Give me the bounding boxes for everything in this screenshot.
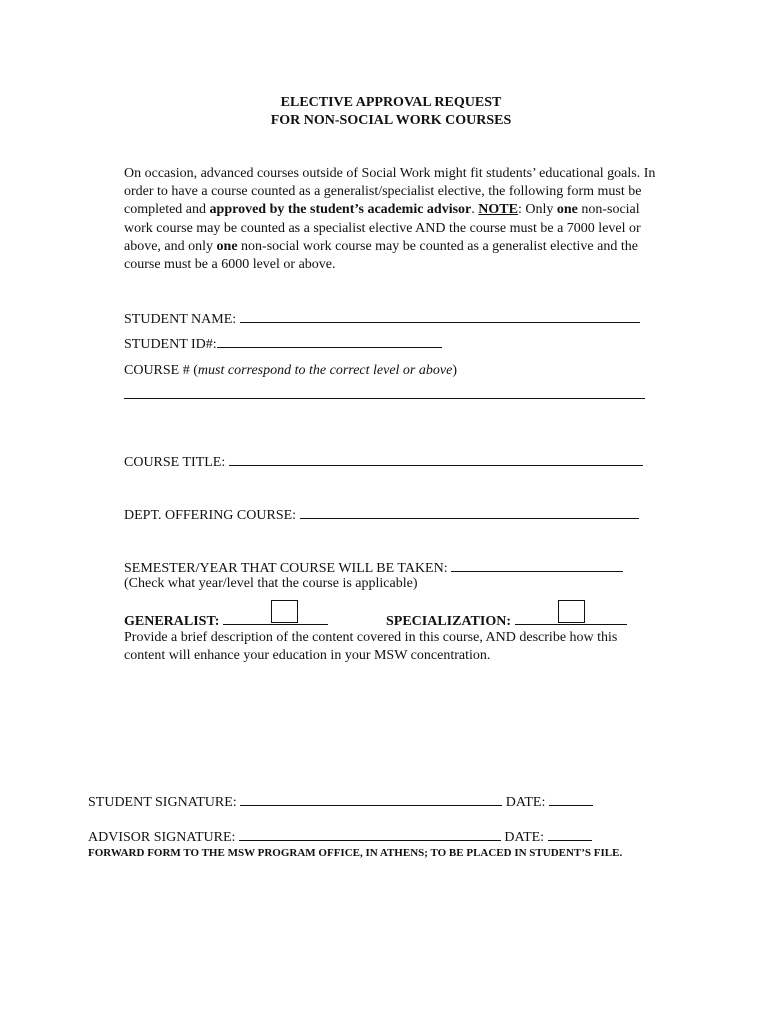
dept-label: DEPT. OFFERING COURSE: (124, 508, 297, 523)
intro-text: . (471, 202, 479, 218)
semester-label: SEMESTER/YEAR THAT COURSE WILL BE TAKEN: (124, 561, 448, 576)
advisor-signature-label: ADVISOR SIGNATURE: (88, 830, 236, 845)
advisor-date-field[interactable] (548, 827, 592, 841)
course-number-close: ) (452, 363, 457, 378)
note-label: NOTE (478, 202, 518, 218)
student-signature-field[interactable] (240, 792, 502, 806)
course-number-hint: must correspond to the correct level or above (197, 363, 453, 378)
form-title-line-2: FOR NON-SOCIAL WORK COURSES (270, 113, 512, 128)
student-date-label: DATE: (505, 795, 546, 810)
description-prompt: Provide a brief description of the content covered in this course, AND describe how this content will enhance your education in your MSW concentration. (124, 630, 618, 664)
course-number-label-row (124, 362, 457, 380)
check-hint: (Check what year/level that the course is applicable) (124, 576, 418, 591)
intro-paragraph (124, 165, 664, 274)
intro-bold-one: one (556, 202, 578, 218)
advisor-date-label: DATE: (504, 830, 545, 845)
forward-instruction: FORWARD FORM TO THE MSW PROGRAM OFFICE, IN ATHENS; TO BE PLACED IN STUDENT’S FILE. (88, 847, 623, 859)
intro-text: : Only (517, 202, 557, 218)
intro-text: non-social work course may be counted as a generalist elective and the course must be a 6000 level or above. (124, 238, 638, 273)
intro-bold-one: one (216, 238, 238, 254)
specialization-checkbox[interactable] (558, 600, 585, 623)
form-title-line-1: ELECTIVE APPROVAL REQUEST (280, 95, 502, 110)
semester-field[interactable] (451, 558, 623, 572)
intro-text: non-social work course may be counted as a specialist elective AND the course must be a 7000 level or above, and only (124, 202, 641, 254)
student-id-field[interactable] (217, 334, 442, 348)
student-signature-row (88, 792, 593, 812)
student-signature-label: STUDENT SIGNATURE: (88, 795, 237, 810)
specialization-row (386, 611, 627, 631)
course-number-field[interactable] (124, 398, 645, 399)
student-name-label: STUDENT NAME: (124, 312, 237, 327)
generalist-checkbox[interactable] (271, 600, 298, 623)
student-id-row (124, 334, 442, 354)
student-date-field[interactable] (549, 792, 593, 806)
course-title-field[interactable] (229, 452, 643, 466)
course-title-row (124, 452, 643, 472)
dept-row (124, 505, 639, 525)
generalist-label: GENERALIST: (124, 614, 220, 629)
specialization-label: SPECIALIZATION: (386, 614, 511, 629)
course-title-label: COURSE TITLE: (124, 455, 226, 470)
intro-text: On occasion, advanced courses outside of Social Work might fit students’ educational goals. In order to have a course counted as a generalist/specialist elective, the following form must be completed and (124, 166, 656, 218)
intro-bold-advisor: approved by the student’s academic advisor (209, 202, 472, 218)
student-name-row (124, 309, 640, 329)
advisor-signature-field[interactable] (239, 827, 501, 841)
advisor-signature-row (88, 827, 592, 847)
student-name-field[interactable] (240, 309, 640, 323)
student-id-label: STUDENT ID#: (124, 337, 217, 352)
course-number-label: COURSE # ( (124, 363, 198, 378)
dept-field[interactable] (300, 505, 639, 519)
